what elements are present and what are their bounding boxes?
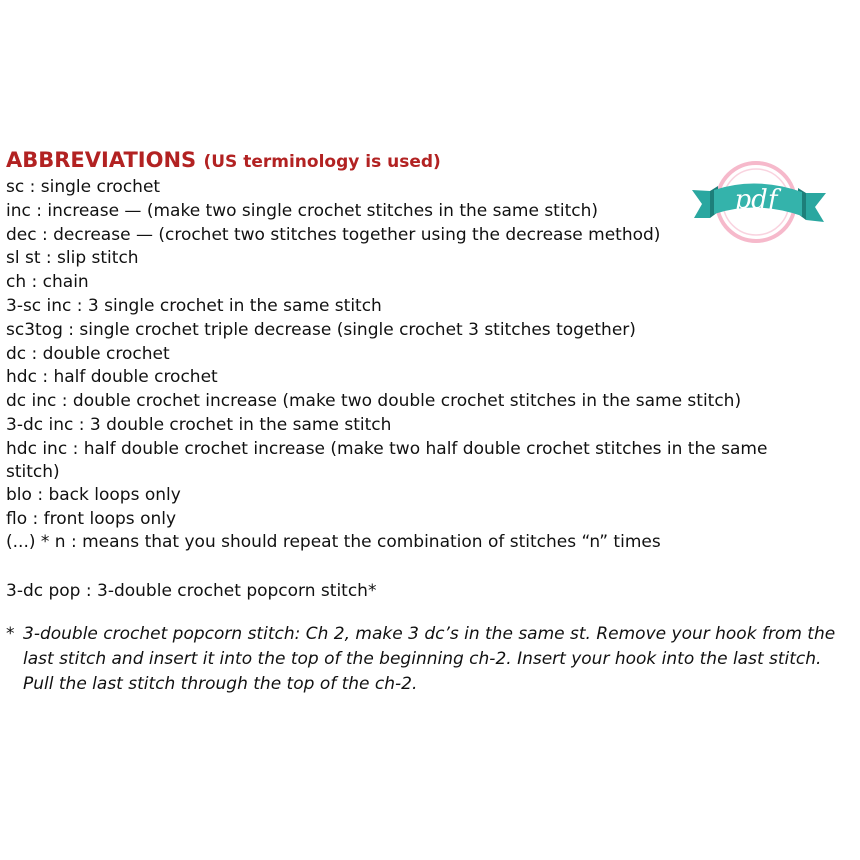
- abbreviation-item: flo : front loops only: [6, 508, 177, 529]
- abbreviation-item: hdc inc : half double crochet increase (make two half double crochet stitches in the same stitch): [6, 438, 768, 482]
- spacer: [6, 555, 846, 579]
- popcorn-abbreviation: 3-dc pop : 3-double crochet popcorn stitch*: [6, 581, 377, 602]
- abbreviation-item: dec : decrease — (crochet two stitches together using the decrease method): [6, 224, 661, 245]
- logo-text: pdf: [734, 185, 778, 215]
- ribbon-right-tail: [806, 193, 826, 222]
- abbreviation-item: dc : double crochet: [6, 343, 170, 364]
- abbreviation-item: sc : single crochet: [6, 177, 161, 197]
- pdf-ribbon-badge-icon: [692, 160, 826, 244]
- abbreviation-item: hdc : half double crochet: [6, 367, 218, 388]
- heading-subtitle: (US terminology is used): [203, 152, 441, 172]
- footnote-marker: *: [6, 624, 15, 645]
- abbreviation-item: (...) * n : means that you should repeat the combination of stitches “n” times: [6, 532, 661, 553]
- abbreviation-item: blo : back loops only: [6, 484, 181, 505]
- ribbon-left-tail: [692, 190, 710, 218]
- abbreviation-item: ch : chain: [6, 272, 89, 293]
- abbreviation-item: 3-sc inc : 3 single crochet in the same stitch: [6, 295, 382, 316]
- popcorn-footnote: [6, 622, 843, 697]
- abbreviation-item: 3-dc inc : 3 double crochet in the same stitch: [6, 414, 392, 435]
- abbreviation-item: dc inc : double crochet increase (make two double crochet stitches in the same stitch): [6, 391, 742, 412]
- footnote-text: 3-double crochet popcorn stitch: Ch 2, make 3 dc’s in the same st. Remove your hook from the last stitch and insert it into the top of the beginning ch-2. Insert your hook into the last stitch. Pull the last stitch through the top of the ch-2.: [23, 624, 836, 695]
- abbreviation-item: sl st : slip stitch: [6, 248, 139, 269]
- pdf-logo: [692, 160, 826, 244]
- abbreviation-item: sc3tog : single crochet triple decrease (single crochet 3 stitches together): [6, 319, 636, 340]
- heading-title: ABBREVIATIONS: [6, 148, 197, 172]
- abbreviation-item: inc : increase — (make two single crochet stitches in the same stitch): [6, 200, 598, 221]
